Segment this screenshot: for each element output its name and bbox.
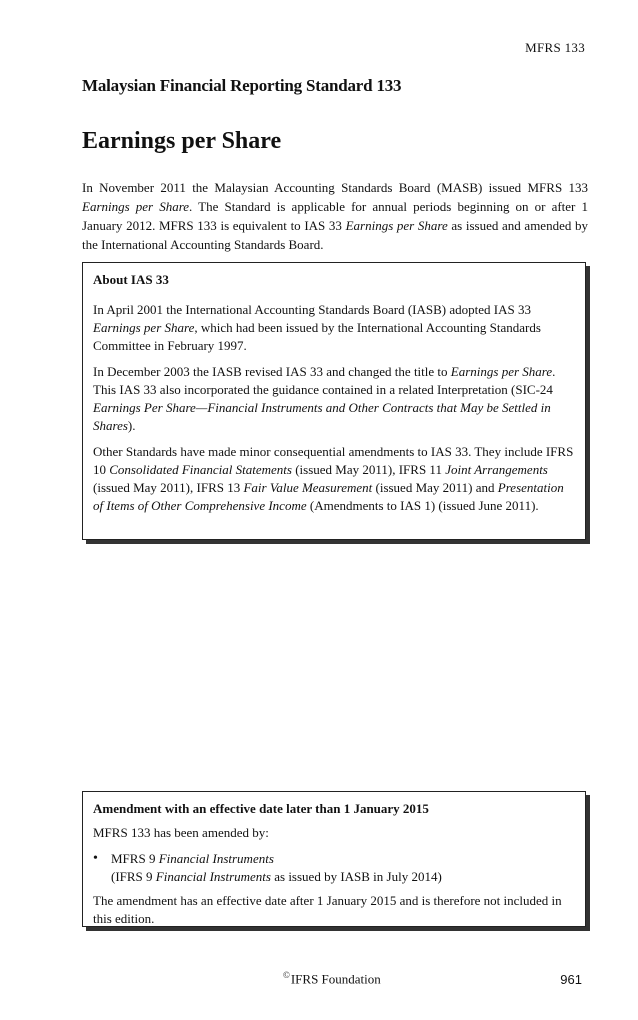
- about-paragraph-1: [93, 301, 575, 355]
- about-p3-text-c: (issued May 2011), IFRS 13: [93, 480, 244, 495]
- about-p3-text-e: (Amendments to IAS 1) (issued June 2011).: [306, 498, 539, 513]
- about-p1-text-a: In April 2001 the International Accounting Standards Board (IASB) adopted IAS 33: [93, 302, 531, 317]
- amendment-box: [82, 791, 586, 927]
- bullet-symbol: •: [93, 851, 98, 866]
- running-header: MFRS 133: [525, 40, 585, 55]
- footer-copyright: [283, 970, 381, 987]
- page-title: Earnings per Share: [82, 128, 282, 154]
- about-p2-text-b: . This IAS 33 also incorporated the guidance contained in a related Interpretation (SIC-24: [93, 364, 556, 397]
- footer-foundation: IFRS Foundation: [290, 971, 381, 987]
- about-paragraph-3: [93, 443, 575, 515]
- bullet-text-a: MFRS 9: [111, 851, 159, 866]
- about-p2-text-c: ).: [127, 418, 136, 433]
- bullet-text-c: as issued by IASB in July 2014): [270, 869, 442, 884]
- bullet-italic-1: Financial Instruments: [158, 851, 274, 866]
- intro-text-1: In November 2011 the Malaysian Accounting Standards Board (MASB) issued MFRS 133: [82, 180, 588, 195]
- intro-italic-2: Earnings per Share: [345, 218, 448, 233]
- about-p1-italic: Earnings per Share: [93, 320, 195, 335]
- about-p3-text-a: Other Standards have made minor consequential amendments to IAS 33. They include IFRS 10: [93, 444, 574, 477]
- amendment-bullet-item: [93, 850, 575, 886]
- amendment-box-heading: Amendment with an effective date later than 1 January 2015: [93, 801, 429, 816]
- intro-text-3: as issued and amended by the International Accounting Standards Board.: [82, 218, 588, 252]
- intro-text-2: . The Standard is applicable for annual periods beginning on or after 1 January 2012. MFRS 133 is equivalent to IAS 33: [82, 199, 588, 233]
- about-p3-text-d: (issued May 2011) and: [372, 480, 498, 495]
- about-p2-italic-2: Earnings Per Share—Financial Instruments and Other Contracts that May be Settled in Shares: [93, 400, 551, 433]
- copyright-symbol: ©: [283, 970, 290, 980]
- intro-paragraph: [82, 178, 588, 254]
- bullet-content: [111, 850, 442, 886]
- amendment-line-1: MFRS 133 has been amended by:: [93, 825, 269, 840]
- intro-italic-1: Earnings per Share: [82, 199, 190, 214]
- page-number: 961: [560, 972, 582, 987]
- about-p2-text-a: In December 2003 the IASB revised IAS 33 and changed the title to: [93, 364, 451, 379]
- about-p1-text-b: , which had been issued by the International Accounting Standards Committee in February 1997.: [93, 320, 541, 353]
- standard-name: Malaysian Financial Reporting Standard 133: [82, 76, 402, 95]
- bullet-italic-2: Financial Instruments: [155, 869, 271, 884]
- about-p3-italic-1: Consolidated Financial Statements: [109, 462, 292, 477]
- about-p3-italic-4: Presentation of Items of Other Comprehensive Income: [93, 480, 564, 513]
- bullet-text-b: (IFRS 9: [111, 869, 156, 884]
- about-p3-italic-2: Joint Arrangements: [445, 462, 548, 477]
- about-p3-italic-3: Fair Value Measurement: [243, 480, 373, 495]
- about-p2-italic-1: Earnings per Share: [450, 364, 553, 379]
- about-paragraph-2: [93, 363, 575, 435]
- about-ias33-box: [82, 262, 586, 540]
- amendment-closing: The amendment has an effective date after 1 January 2015 and is therefore not included in this edition.: [93, 893, 562, 926]
- about-p3-text-b: (issued May 2011), IFRS 11: [291, 462, 446, 477]
- about-box-heading: About IAS 33: [93, 272, 169, 287]
